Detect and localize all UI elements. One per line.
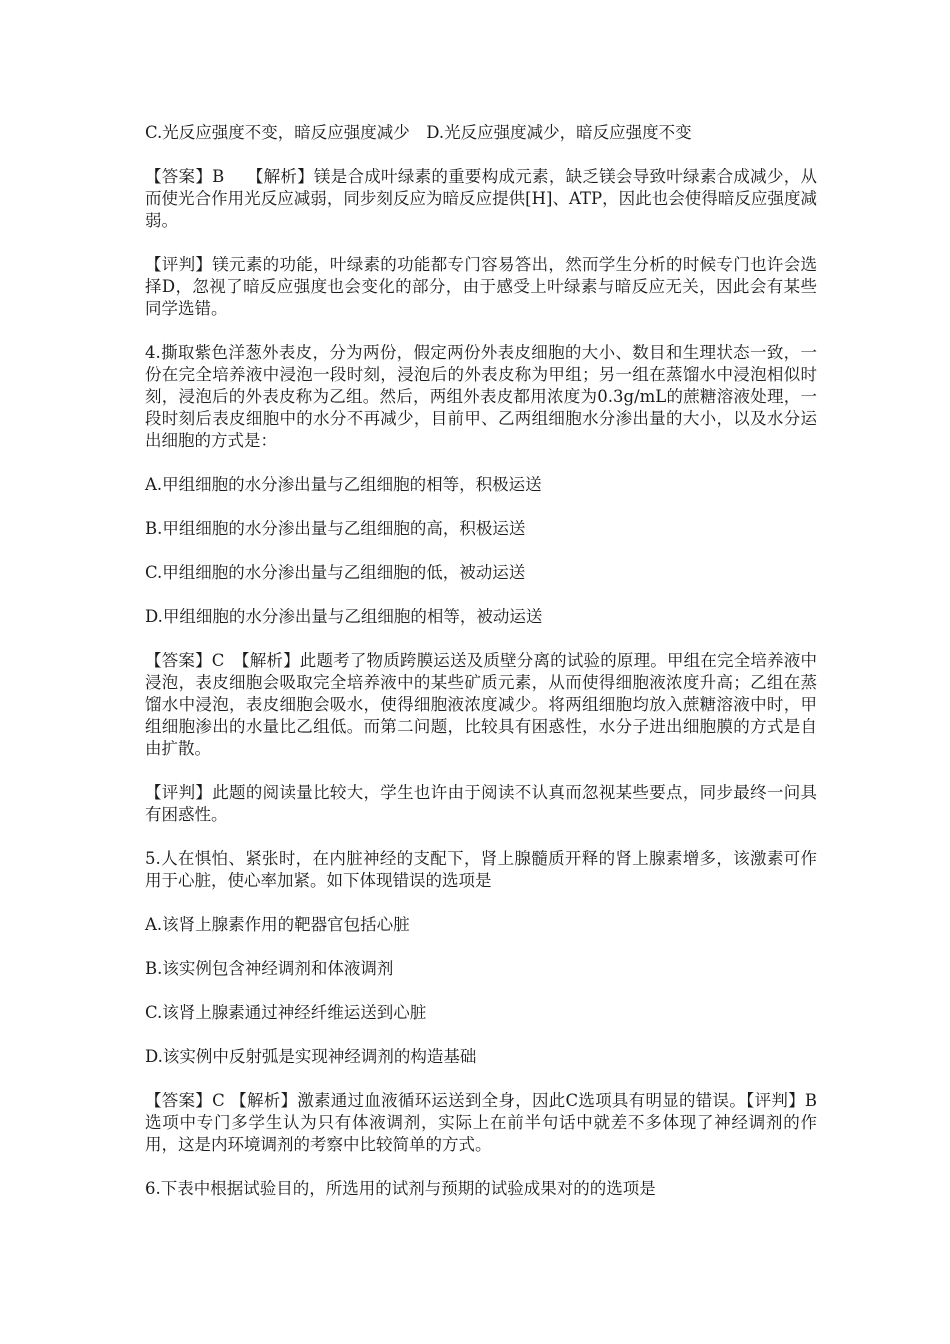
q4-option-a: A.甲组细胞的水分渗出量与乙组细胞的相等，积极运送	[145, 475, 542, 494]
document-page	[145, 122, 817, 1200]
q4-option-c: C.甲组细胞的水分渗出量与乙组细胞的低，被动运送	[145, 563, 526, 582]
q5-option-a: A.该肾上腺素作用的靶器官包括心脏	[145, 915, 410, 934]
q3-comment: 【评判】镁元素的功能，叶绿素的功能都专门容易答出，然而学生分析的时候专门也许会选择D，忽视了暗反应强度也会变化的部分，由于感受上叶绿素与暗反应无关，因此会有某些同学选错。	[145, 255, 817, 318]
q6-stem: 6.下表中根据试验目的，所选用的试剂与预期的试验成果对的的选项是	[145, 1179, 656, 1198]
q3-options-cd: C.光反应强度不变，暗反应强度减少 D.光反应强度减少，暗反应强度不变	[145, 123, 692, 142]
q5-option-b: B.该实例包含神经调剂和体液调剂	[145, 959, 394, 978]
q5-option-c: C.该肾上腺素通过神经纤维运送到心脏	[145, 1003, 427, 1022]
q4-comment: 【评判】此题的阅读量比较大，学生也许由于阅读不认真而忽视某些要点，同步最终一问具有困惑性。	[145, 783, 817, 824]
q3-answer: 【答案】B 【解析】镁是合成叶绿素的重要构成元素，缺乏镁会导致叶绿素合成减少，从而使光合作用光反应减弱，同步刻反应为暗反应提供[H]、ATP，因此也会使得暗反应强度减弱。	[145, 167, 817, 230]
q4-answer: 【答案】C 【解析】此题考了物质跨膜运送及质壁分离的试验的原理。甲组在完全培养液中浸泡，表皮细胞会吸取完全培养液中的某些矿质元素，从而使得细胞液浓度升高；乙组在蒸馏水中浸泡，表皮细胞会吸水，使得细胞液浓度减少。将两组细胞均放入蔗糖溶液中时，甲组细胞渗出的水量比乙组低。而第二问题，比较具有困惑性，水分子进出细胞膜的方式是自由扩散。	[145, 651, 817, 758]
q5-stem: 5.人在惧怕、紧张时，在内脏神经的支配下，肾上腺髓质开释的肾上腺素增多，该激素可作用于心脏，使心率加紧。如下体现错误的选项是	[145, 849, 817, 890]
q5-option-d: D.该实例中反射弧是实现神经调剂的构造基础	[145, 1047, 477, 1066]
q4-stem: 4.撕取紫色洋葱外表皮，分为两份，假定两份外表皮细胞的大小、数目和生理状态一致，一份在完全培养液中浸泡一段时刻，浸泡后的外表皮称为甲组；另一组在蒸馏水中浸泡相似时刻，浸泡后的外表皮称为乙组。然后，两组外表皮都用浓度为0.3g/mL的蔗糖溶液处理，一段时刻后表皮细胞中的水分不再减少，目前甲、乙两组细胞水分渗出量的大小，以及水分运出细胞的方式是：	[145, 343, 817, 450]
q5-answer: 【答案】C 【解析】激素通过血液循环运送到全身，因此C选项具有明显的错误。【评判】B选项中专门多学生认为只有体液调剂，实际上在前半句话中就差不多体现了神经调剂的作用，这是内环境调剂的考察中比较简单的方式。	[145, 1091, 817, 1154]
q4-option-d: D.甲组细胞的水分渗出量与乙组细胞的相等，被动运送	[145, 607, 543, 626]
q4-option-b: B.甲组细胞的水分渗出量与乙组细胞的高，积极运送	[145, 519, 526, 538]
